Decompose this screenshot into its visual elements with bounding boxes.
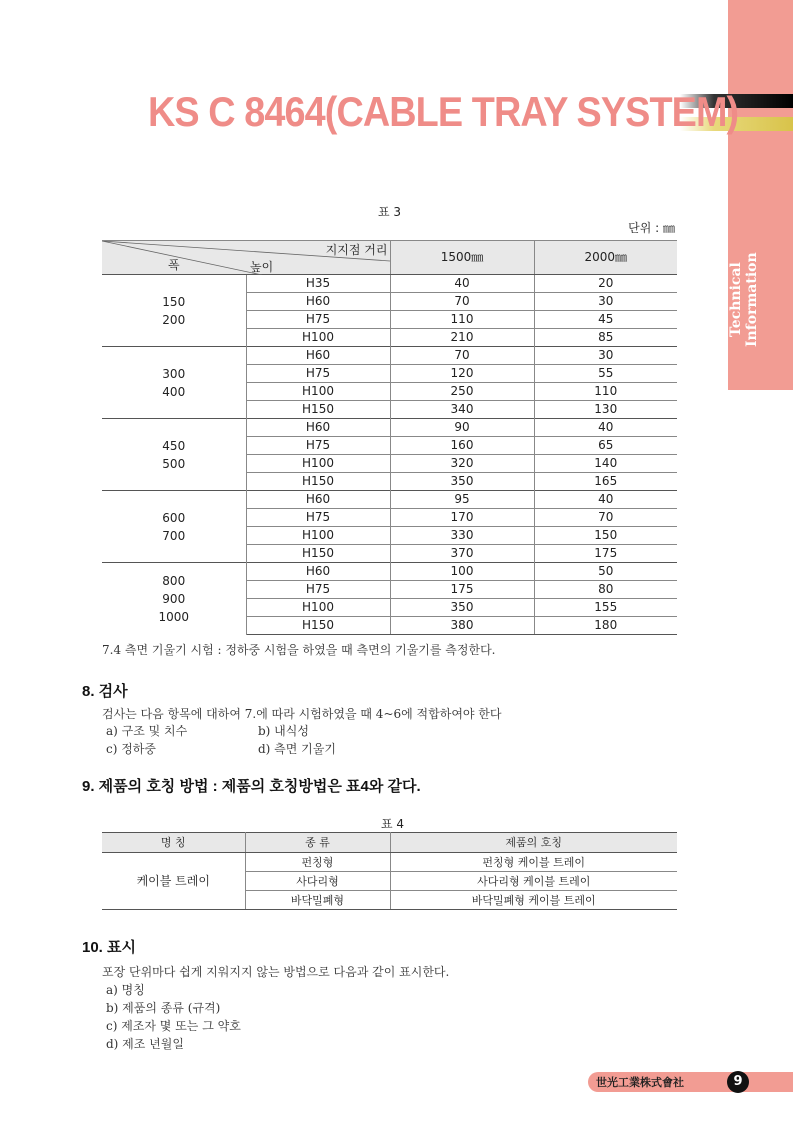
section8-heading: 8. 검사 bbox=[82, 683, 128, 700]
value-2000-cell: 55 bbox=[534, 365, 677, 383]
value-2000-cell: 180 bbox=[534, 617, 677, 635]
height-cell: H150 bbox=[246, 617, 390, 635]
value-1500-cell: 340 bbox=[390, 401, 534, 419]
value-1500-cell: 320 bbox=[390, 455, 534, 473]
section10-item-a: a) 명칭 bbox=[106, 983, 145, 997]
table3-body bbox=[102, 275, 677, 635]
value-1500-cell: 175 bbox=[390, 581, 534, 599]
height-label: 높이 bbox=[250, 260, 274, 274]
value-2000-cell: 155 bbox=[534, 599, 677, 617]
width-group-cell: 150 200 bbox=[102, 275, 246, 347]
height-cell: H150 bbox=[246, 401, 390, 419]
value-1500-cell: 70 bbox=[390, 293, 534, 311]
table4-product-name: 케이블 트레이 bbox=[102, 853, 245, 910]
table4-designation: 사다리형 케이블 트레이 bbox=[390, 872, 677, 891]
height-cell: H60 bbox=[246, 347, 390, 365]
value-2000-cell: 30 bbox=[534, 293, 677, 311]
height-cell: H100 bbox=[246, 383, 390, 401]
height-cell: H100 bbox=[246, 599, 390, 617]
value-2000-cell: 175 bbox=[534, 545, 677, 563]
value-2000-cell: 70 bbox=[534, 509, 677, 527]
value-1500-cell: 160 bbox=[390, 437, 534, 455]
value-1500-cell: 120 bbox=[390, 365, 534, 383]
value-1500-cell: 70 bbox=[390, 347, 534, 365]
section8-item-d: d) 측면 기울기 bbox=[258, 742, 336, 756]
width-group-cell: 300 400 bbox=[102, 347, 246, 419]
col-1500-header: 1500㎜ bbox=[390, 241, 534, 275]
section10-intro: 포장 단위마다 쉽게 지워지지 않는 방법으로 다음과 같이 표시한다. bbox=[102, 965, 450, 979]
height-cell: H60 bbox=[246, 419, 390, 437]
page-number: 9 bbox=[727, 1071, 749, 1093]
table4-type: 사다리형 bbox=[245, 872, 390, 891]
height-cell: H75 bbox=[246, 437, 390, 455]
col-2000-header: 2000㎜ bbox=[534, 241, 677, 275]
section10-item-c: c) 제조자 몇 또는 그 약호 bbox=[106, 1019, 241, 1033]
value-1500-cell: 40 bbox=[390, 275, 534, 293]
value-2000-cell: 65 bbox=[534, 437, 677, 455]
width-group-cell: 600 700 bbox=[102, 491, 246, 563]
section9-heading: 9. 제품의 호칭 방법 : 제품의 호칭방법은 표4와 같다. bbox=[82, 778, 421, 795]
value-1500-cell: 95 bbox=[390, 491, 534, 509]
section8-intro: 검사는 다음 항목에 대하여 7.에 따라 시험하였을 때 4~6에 적합하여야 한다 bbox=[102, 707, 502, 721]
table-row bbox=[102, 347, 677, 365]
section10-item-d: d) 제조 년월일 bbox=[106, 1037, 184, 1051]
table4-caption: 표 4 bbox=[381, 817, 405, 831]
table4-designation: 바닥밀폐형 케이블 트레이 bbox=[390, 891, 677, 910]
value-1500-cell: 350 bbox=[390, 599, 534, 617]
value-2000-cell: 20 bbox=[534, 275, 677, 293]
value-2000-cell: 50 bbox=[534, 563, 677, 581]
height-cell: H100 bbox=[246, 329, 390, 347]
table4-designation: 펀칭형 케이블 트레이 bbox=[390, 853, 677, 872]
height-cell: H75 bbox=[246, 509, 390, 527]
table4-header-row bbox=[102, 833, 677, 853]
height-cell: H35 bbox=[246, 275, 390, 293]
width-label: 폭 bbox=[168, 258, 180, 272]
value-2000-cell: 80 bbox=[534, 581, 677, 599]
table4-header-type: 종 류 bbox=[245, 833, 390, 853]
table-row bbox=[102, 419, 677, 437]
value-2000-cell: 45 bbox=[534, 311, 677, 329]
page-title: KS C 8464(CABLE TRAY SYSTEM) bbox=[148, 88, 739, 135]
section8-item-c: c) 정하중 bbox=[106, 742, 156, 756]
section8-item-a: a) 구조 및 치수 bbox=[106, 724, 188, 738]
footer-company-name: 世光工業株式會社 bbox=[596, 1076, 684, 1089]
value-2000-cell: 85 bbox=[534, 329, 677, 347]
section10-item-b: b) 제품의 종류 (규격) bbox=[106, 1001, 221, 1015]
value-1500-cell: 210 bbox=[390, 329, 534, 347]
value-1500-cell: 370 bbox=[390, 545, 534, 563]
section8-item-b: b) 내식성 bbox=[258, 724, 309, 738]
section10-heading: 10. 표시 bbox=[82, 939, 136, 956]
height-cell: H150 bbox=[246, 473, 390, 491]
value-2000-cell: 40 bbox=[534, 419, 677, 437]
table3 bbox=[102, 240, 677, 635]
table3-unit: 단위 : ㎜ bbox=[628, 221, 675, 235]
height-cell: H75 bbox=[246, 365, 390, 383]
table4 bbox=[102, 832, 677, 910]
value-1500-cell: 170 bbox=[390, 509, 534, 527]
height-cell: H60 bbox=[246, 293, 390, 311]
table-row bbox=[102, 563, 677, 581]
width-group-cell: 800 900 1000 bbox=[102, 563, 246, 635]
table-row bbox=[102, 275, 677, 293]
note-7-4: 7.4 측면 기울기 시험 : 정하중 시험을 하였을 때 측면의 기울기를 측정한다. bbox=[102, 643, 496, 657]
value-1500-cell: 380 bbox=[390, 617, 534, 635]
table3-diagonal-header bbox=[102, 241, 390, 275]
table4-header-name: 명 칭 bbox=[102, 833, 245, 853]
table3-header-row bbox=[102, 241, 677, 275]
width-group-cell: 450 500 bbox=[102, 419, 246, 491]
table4-header-designation: 제품의 호칭 bbox=[390, 833, 677, 853]
height-cell: H60 bbox=[246, 563, 390, 581]
value-1500-cell: 330 bbox=[390, 527, 534, 545]
height-cell: H60 bbox=[246, 491, 390, 509]
side-tab-label: Technical Information bbox=[728, 252, 760, 348]
value-2000-cell: 165 bbox=[534, 473, 677, 491]
table4-type: 펀칭형 bbox=[245, 853, 390, 872]
value-2000-cell: 40 bbox=[534, 491, 677, 509]
table3-caption: 표 3 bbox=[378, 205, 402, 219]
value-2000-cell: 30 bbox=[534, 347, 677, 365]
value-2000-cell: 110 bbox=[534, 383, 677, 401]
value-1500-cell: 110 bbox=[390, 311, 534, 329]
value-2000-cell: 140 bbox=[534, 455, 677, 473]
table-row bbox=[102, 853, 677, 872]
table4-type: 바닥밀폐형 bbox=[245, 891, 390, 910]
height-cell: H75 bbox=[246, 581, 390, 599]
value-2000-cell: 130 bbox=[534, 401, 677, 419]
value-1500-cell: 100 bbox=[390, 563, 534, 581]
table-row bbox=[102, 491, 677, 509]
value-2000-cell: 150 bbox=[534, 527, 677, 545]
support-distance-label: 지지점 거리 bbox=[325, 243, 388, 257]
height-cell: H150 bbox=[246, 545, 390, 563]
height-cell: H100 bbox=[246, 455, 390, 473]
value-1500-cell: 90 bbox=[390, 419, 534, 437]
height-cell: H100 bbox=[246, 527, 390, 545]
height-cell: H75 bbox=[246, 311, 390, 329]
value-1500-cell: 250 bbox=[390, 383, 534, 401]
value-1500-cell: 350 bbox=[390, 473, 534, 491]
